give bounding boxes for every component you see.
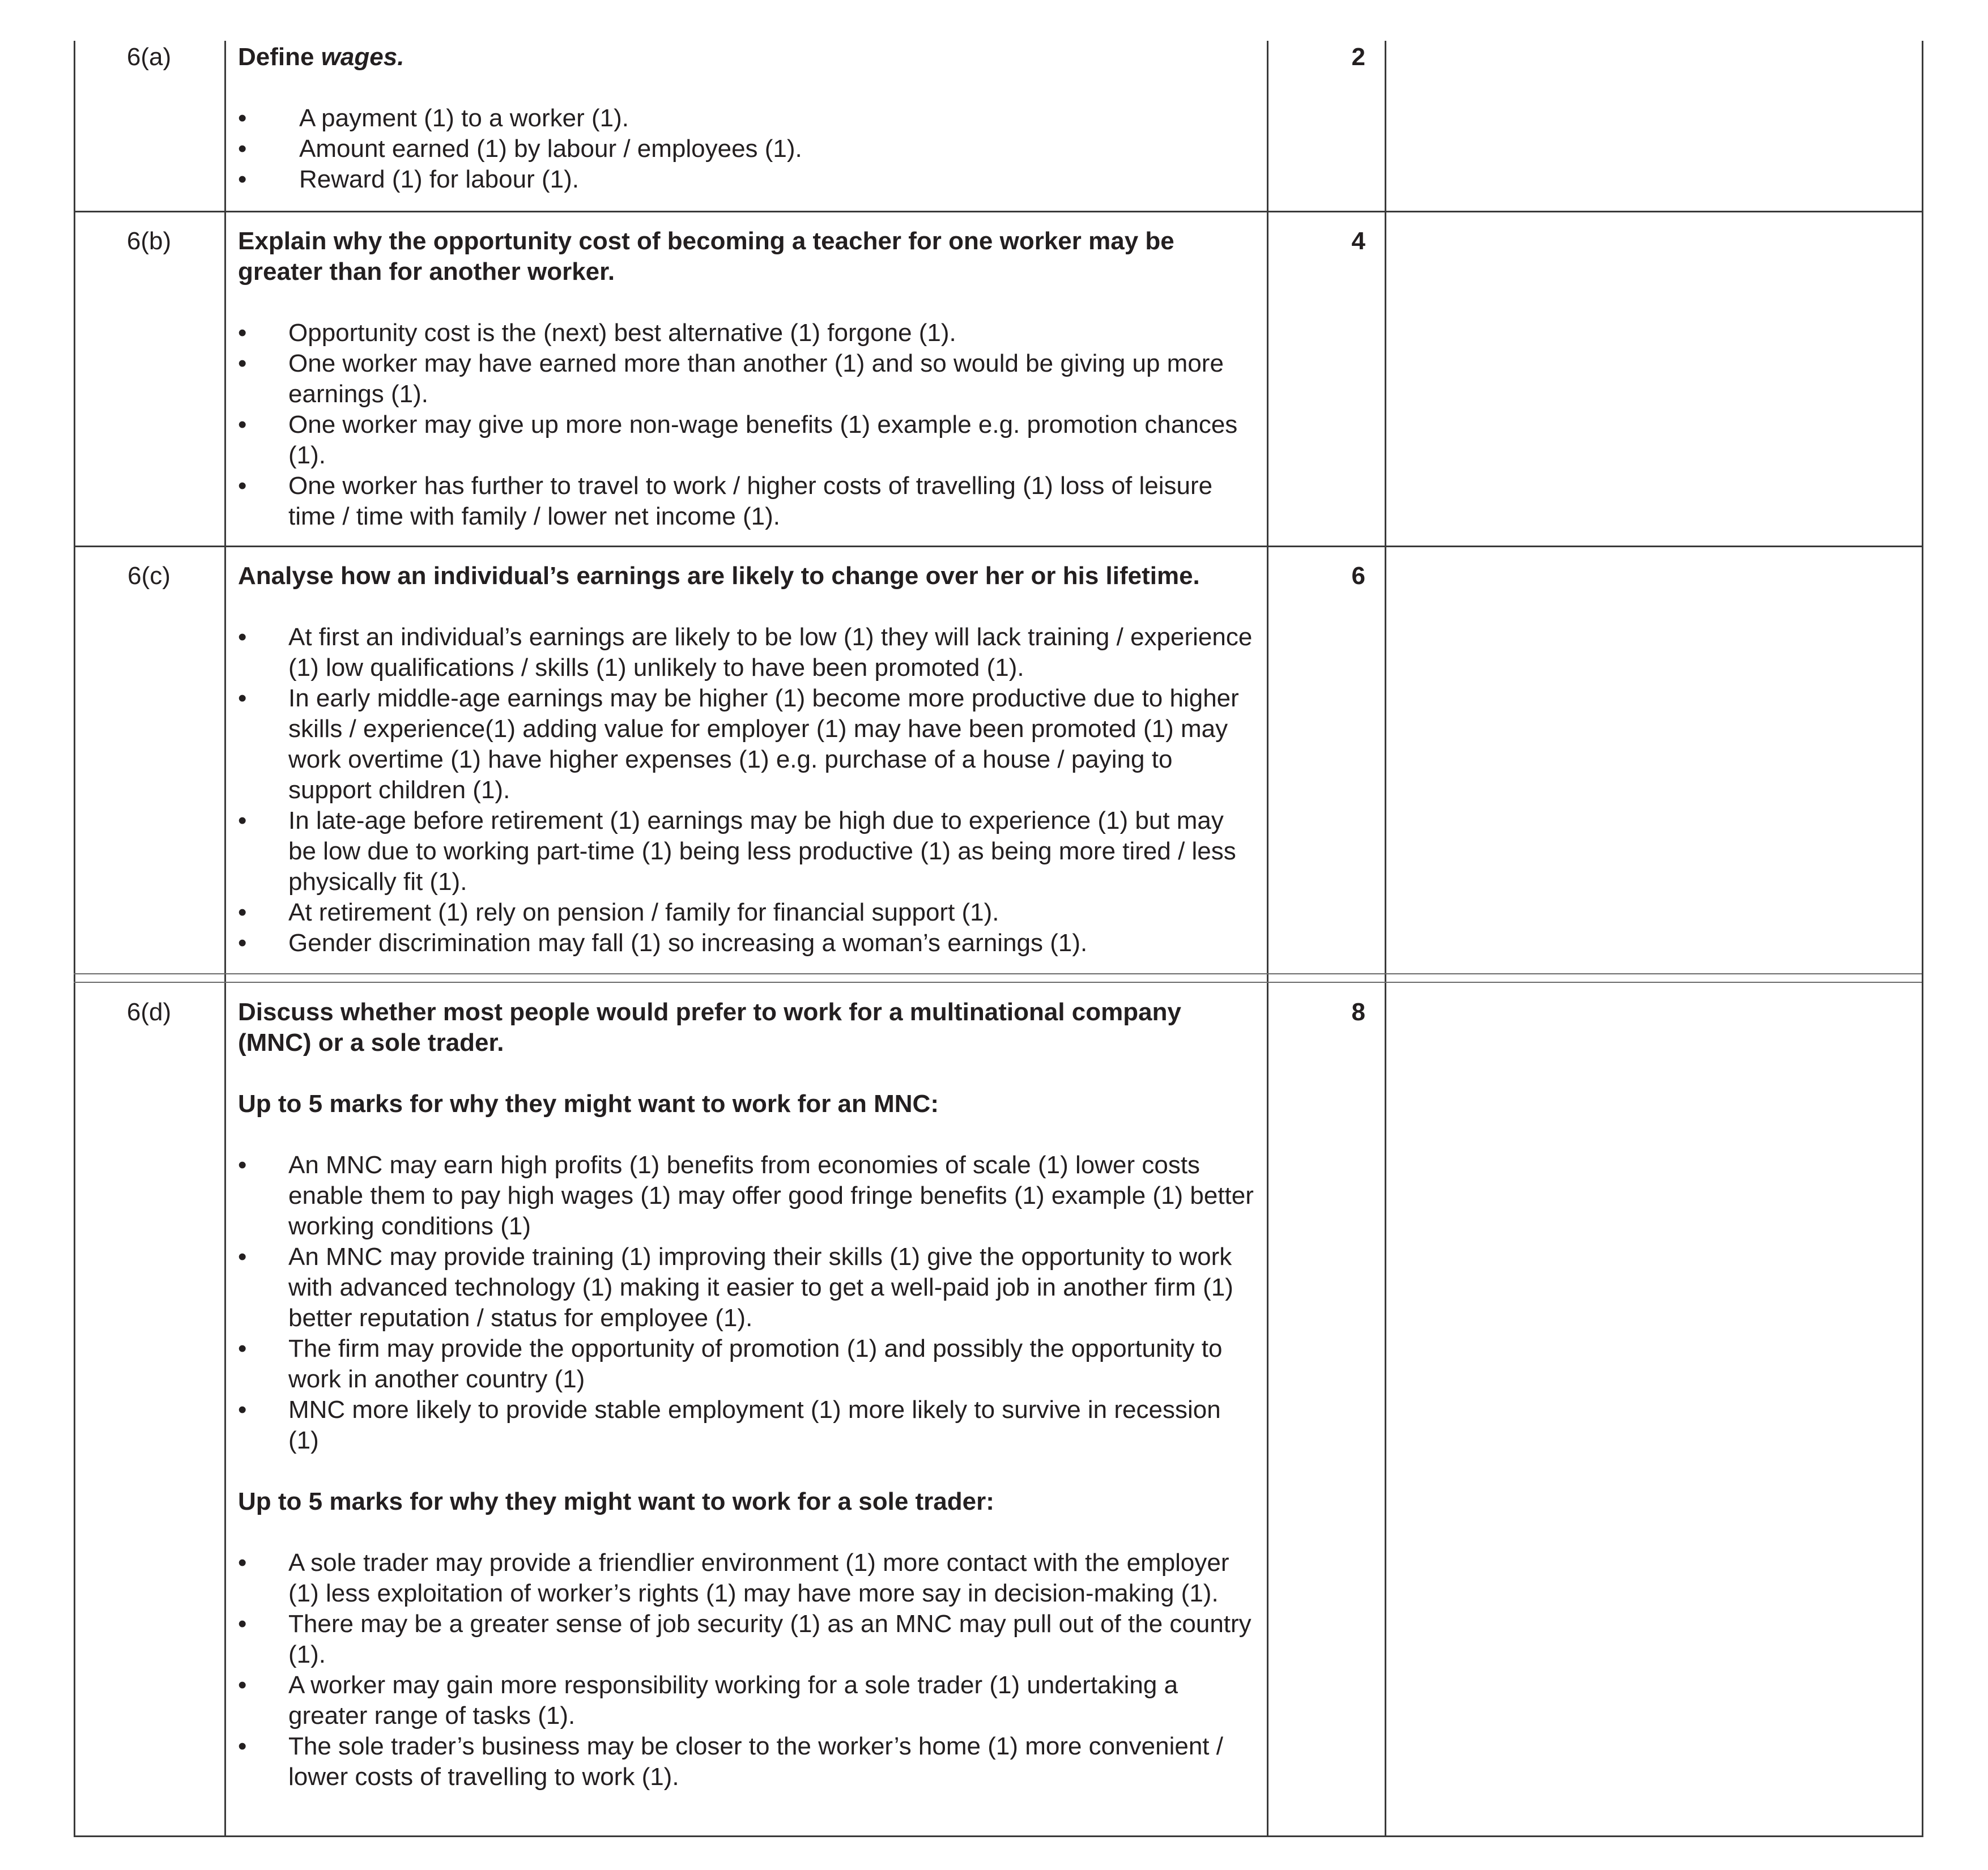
list-item: • One worker may give up more non-wage benefits (1) example e.g. promotion chances (1). — [238, 411, 1238, 469]
list-item: • One worker may have earned more than another (1) and so would be giving up more earnings (1). — [238, 350, 1224, 408]
list-item: • In early middle-age earnings may be higher (1) become more productive due to higher skills / experience(1) adding value for employer (1) may have been promoted (1) may work overtime (1) have higher expenses (1) e.g. purchase of a house / paying to support children (1). — [238, 684, 1239, 804]
list-item: • MNC more likely to provide stable employment (1) more likely to survive in recession (1) — [238, 1396, 1221, 1454]
answer-cell — [238, 42, 1258, 195]
question-number: 6(c) — [127, 562, 171, 590]
list-item: • One worker has further to travel to work / higher costs of travelling (1) loss of leisure time / time with family / lower net income (1). — [238, 472, 1213, 530]
question-text: Analyse how an individual’s earnings are likely to change over her or his lifetime. — [238, 562, 1200, 590]
marks-value: 2 — [1351, 43, 1365, 71]
question-text: Explain why the opportunity cost of becoming a teacher for one worker may be greater than for another worker. — [238, 227, 1174, 286]
answer-cell — [238, 226, 1258, 532]
list-item: • At first an individual’s earnings are likely to be low (1) they will lack training / experience (1) low qualifications / skills (1) unlikely to have been promoted (1). — [238, 623, 1253, 681]
row-divider — [74, 973, 1922, 974]
table-border-right — [1922, 41, 1923, 1837]
column-divider-question — [224, 41, 226, 1837]
column-divider-answer — [1267, 41, 1268, 1837]
list-item: • Amount earned (1) by labour / employees (1). — [238, 135, 802, 163]
answer-points — [238, 1548, 1258, 1792]
question-text-emphasis: wages. — [321, 43, 405, 71]
marks-value: 8 — [1351, 998, 1365, 1026]
question-number: 6(d) — [126, 998, 172, 1026]
list-item: • There may be a greater sense of job security (1) as an MNC may pull out of the country (1). — [238, 1610, 1251, 1668]
row-divider — [74, 982, 1922, 983]
section-heading: Up to 5 marks for why they might want to work for an MNC: — [238, 1090, 939, 1118]
question-text: Discuss whether most people would prefer to work for a multinational company (MNC) or a sole trader. — [238, 998, 1181, 1057]
marks-value: 6 — [1351, 562, 1365, 590]
row-divider — [74, 546, 1922, 547]
table-border-left — [74, 41, 75, 1837]
answer-points — [238, 1150, 1258, 1456]
question-text — [238, 42, 1258, 73]
question-number: 6(a) — [126, 43, 172, 71]
answer-cell — [238, 561, 1258, 959]
column-divider-marks — [1385, 41, 1386, 1837]
list-item: • An MNC may earn high profits (1) benefits from economies of scale (1) lower costs enable them to pay high wages (1) may offer good fringe benefits (1) example (1) better working conditions (1) — [238, 1151, 1254, 1240]
answer-points — [238, 103, 1258, 195]
table-border-bottom — [74, 1835, 1922, 1837]
answer-points — [238, 318, 1258, 532]
list-item: • Opportunity cost is the (next) best alternative (1) forgone (1). — [238, 319, 956, 347]
answer-points — [238, 622, 1258, 959]
row-divider — [74, 211, 1922, 212]
list-item: • The sole trader’s business may be closer to the worker’s home (1) more convenient / lower costs of travelling to work (1). — [238, 1732, 1223, 1791]
list-item: • Gender discrimination may fall (1) so increasing a woman’s earnings (1). — [238, 929, 1088, 957]
list-item: • A sole trader may provide a friendlier environment (1) more contact with the employer (1) less exploitation of worker’s rights (1) may have more say in decision-making (1). — [238, 1549, 1229, 1607]
list-item: • In late-age before retirement (1) earnings may be high due to experience (1) but may be low due to working part-time (1) being less productive (1) as being more tired / less physically fit (1). — [238, 807, 1236, 896]
list-item: • A worker may gain more responsibility working for a sole trader (1) undertaking a greater range of tasks (1). — [238, 1671, 1178, 1730]
question-text-part: Define — [238, 43, 321, 71]
list-item: • An MNC may provide training (1) improving their skills (1) give the opportunity to work with advanced technology (1) making it easier to get a well-paid job in another firm (1) better reputation / status for employee (1). — [238, 1243, 1233, 1332]
list-item: • At retirement (1) rely on pension / family for financial support (1). — [238, 898, 999, 926]
question-number: 6(b) — [126, 227, 172, 255]
list-item: • A payment (1) to a worker (1). — [238, 104, 629, 132]
marks-value: 4 — [1351, 227, 1365, 255]
list-item: • The firm may provide the opportunity of promotion (1) and possibly the opportunity to work in another country (1) — [238, 1335, 1223, 1393]
section-heading: Up to 5 marks for why they might want to work for a sole trader: — [238, 1488, 994, 1515]
answer-cell — [238, 997, 1258, 1792]
list-item: • Reward (1) for labour (1). — [238, 165, 579, 193]
